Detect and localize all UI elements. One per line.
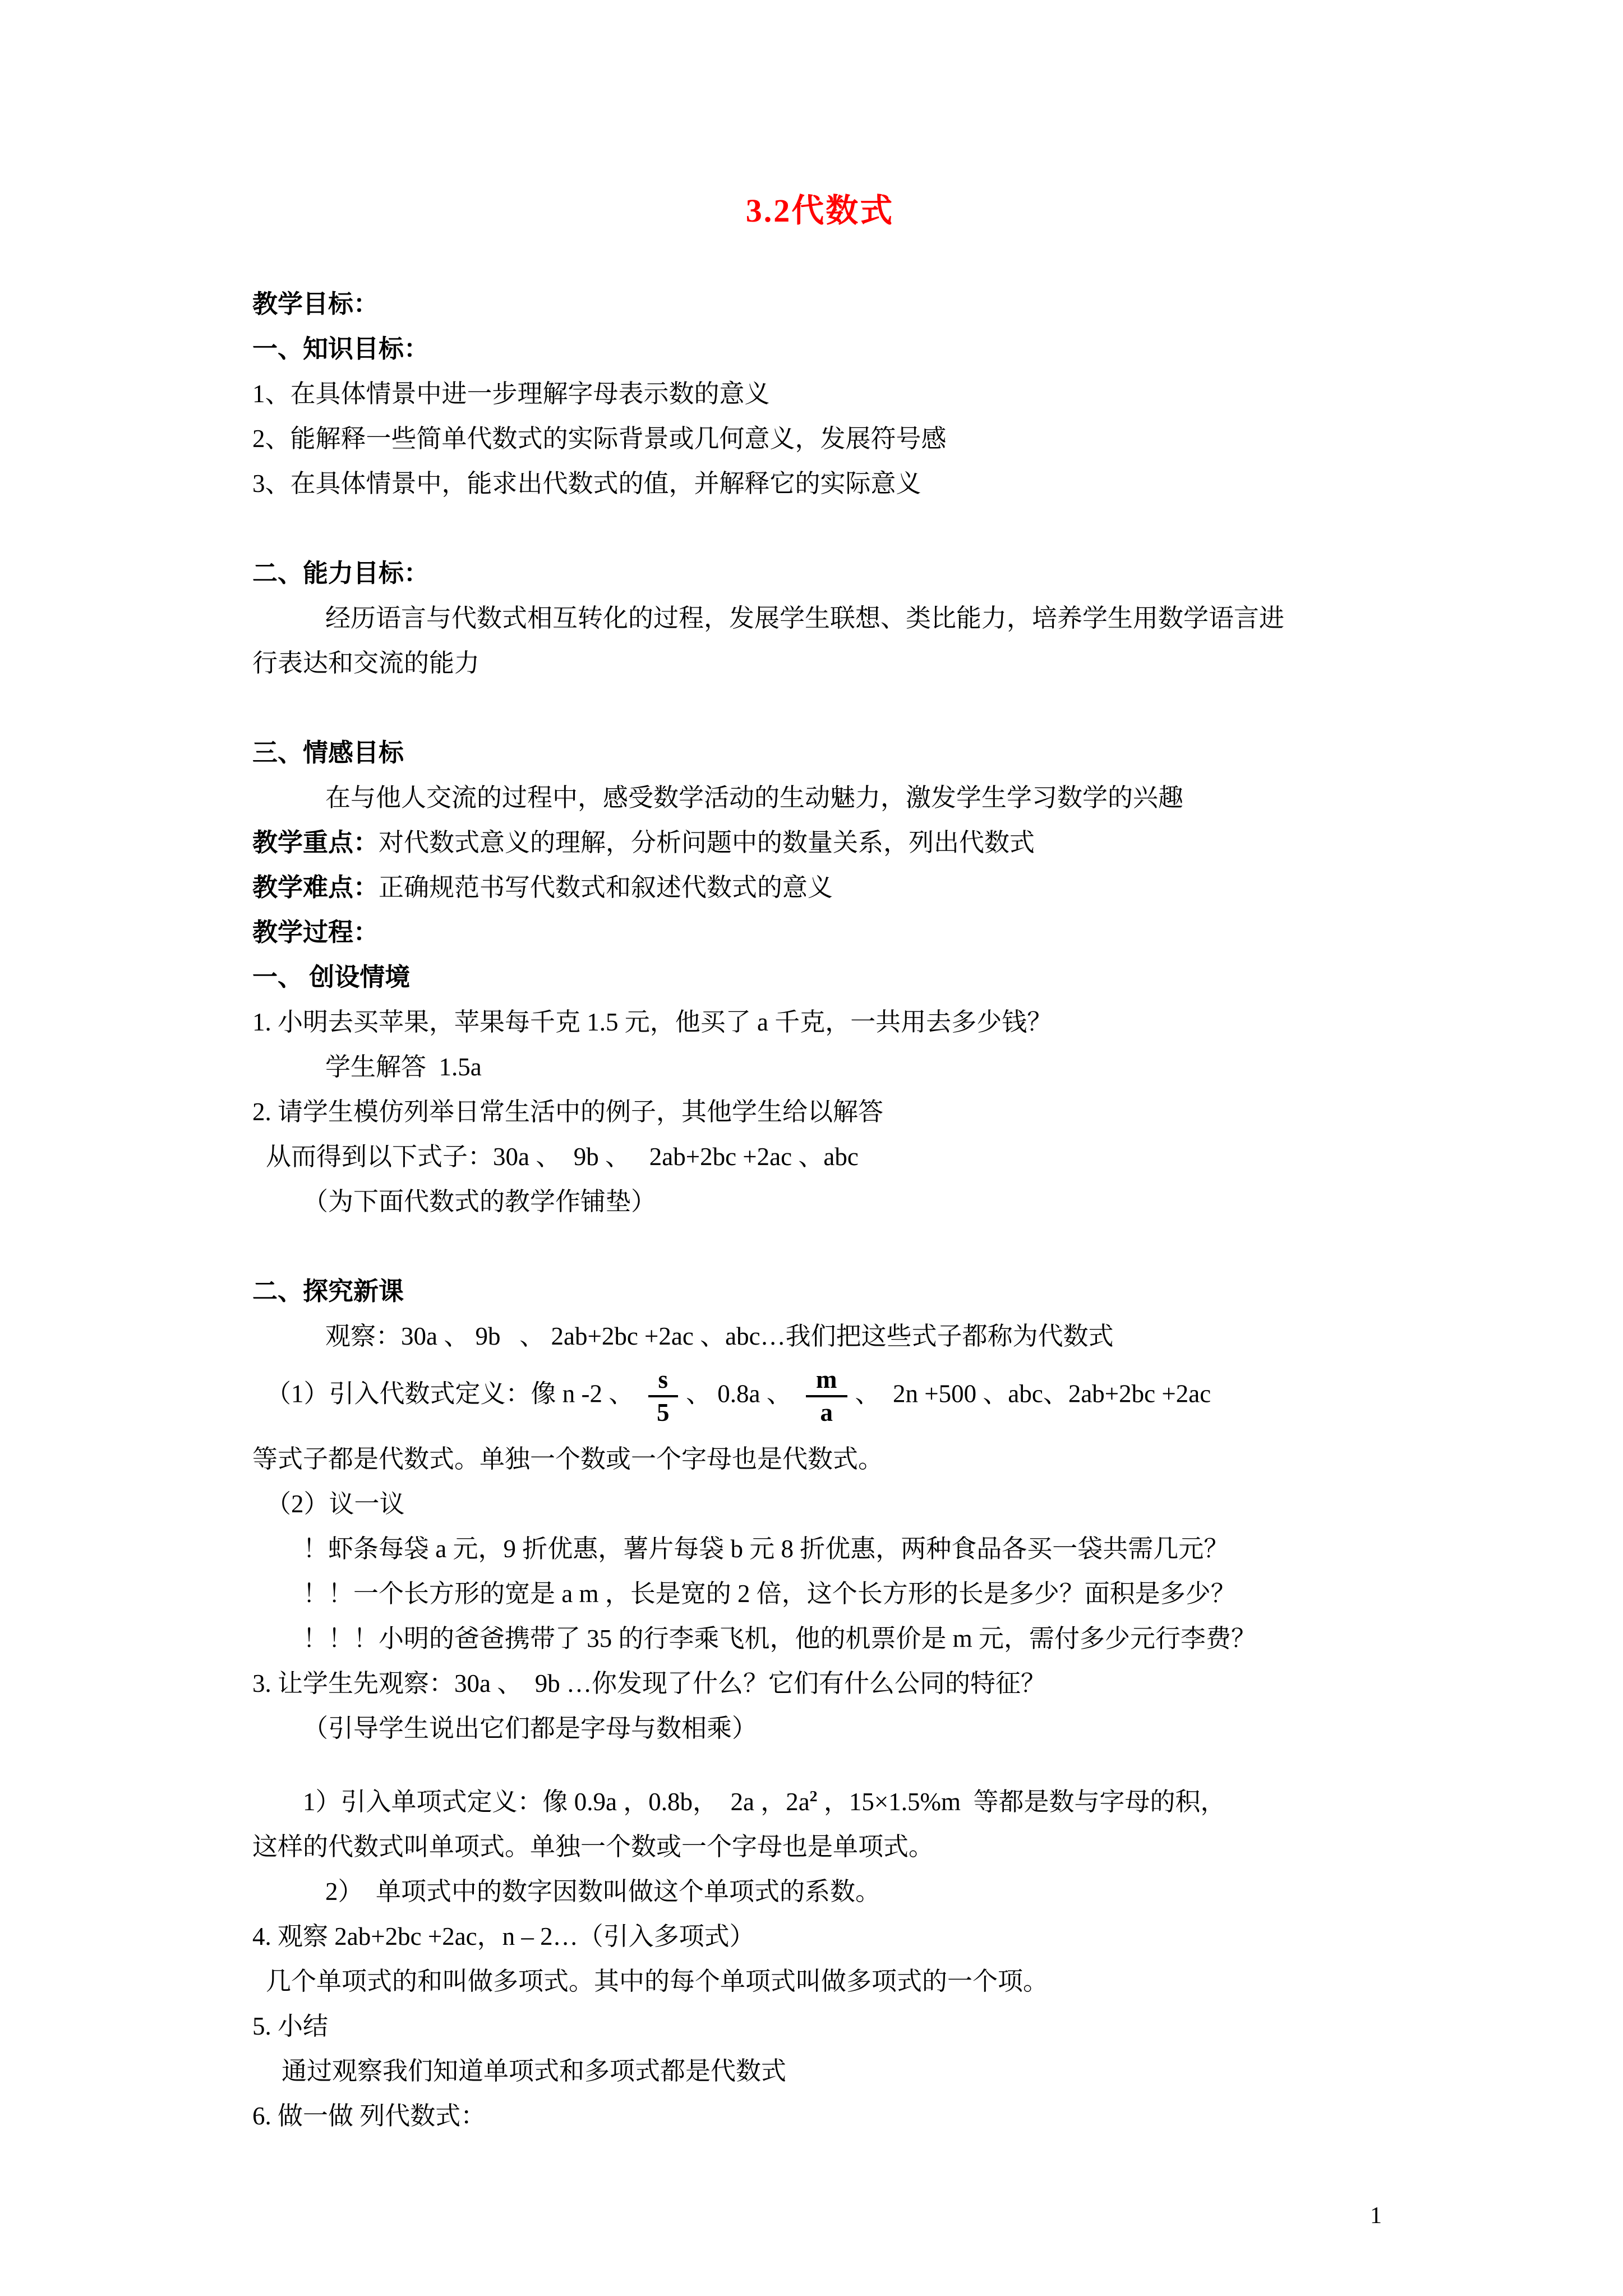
knowledge-item-1: 1、在具体情景中进一步理解字母表示数的意义 [252,380,770,408]
knowledge-item-3: 3、在具体情景中，能求出代数式的值，并解释它的实际意义 [252,470,921,498]
emotion-goals-body: 在与他人交流的过程中，感受数学活动的生动魅力，激发学生学习数学的兴趣 [325,784,1184,812]
key-point-text: 对代数式意义的理解，分析问题中的数量关系，列出代数式 [379,829,1035,857]
section1-item-2: 2. 请学生模仿列举日常生活中的例子，其他学生给以解答 [252,1098,884,1126]
fraction-s-over-5 [648,1366,679,1427]
page-number: 1 [1370,2203,1382,2229]
definition-prefix: （1）引入代数式定义：像 n -2 、 [266,1379,640,1408]
emotion-goals-heading: 三、情感目标 [252,739,404,767]
fraction-numerator: m [806,1366,847,1397]
section1-note: （为下面代数式的教学作铺垫） [303,1188,657,1216]
ability-goals-heading: 二、能力目标： [252,559,430,587]
goals-heading: 教学目标： [252,290,379,318]
key-point-label: 教学重点： [252,829,379,857]
section2-item-4: 4. 观察 2ab+2bc +2ac，n – 2…（引入多项式） [252,1922,755,1950]
section2-item-5: 5. 小结 [252,2012,329,2040]
polynomial-definition: 几个单项式的和叫做多项式。其中的每个单项式叫做多项式的一个项。 [266,1967,1049,1995]
discussion-heading: （2）议一议 [266,1489,405,1518]
page-title: 3.2代数式 [745,192,895,229]
spacer [252,506,1387,551]
knowledge-item-2: 2、能解释一些简单代数式的实际背景或几何意义，发展符号感 [252,425,947,453]
process-heading: 教学过程： [252,918,379,946]
discussion-question-2: ！！一个长方形的宽是 a m ，长是宽的 2 倍，这个长方形的长是多少？面积是多少？ [303,1579,1236,1608]
section2-observe: 观察：30a 、 9b 、 2ab+2bc +2ac 、abc…我们把这些式子都称为代数式 [325,1322,1114,1350]
discussion-question-3: ！！！小明的爸爸携带了 35 的行李乘飞机，他的机票价是 m 元，需付多少元行李费？ [303,1624,1257,1653]
fraction-denominator: a [820,1398,833,1427]
section2-item-3-note: （引导学生说出它们都是字母与数相乘） [303,1714,758,1742]
monomial-definition [252,1774,1387,1824]
monomial-coefficient: 2） 单项式中的数字因数叫做这个单项式的系数。 [325,1877,881,1906]
section2-summary: 通过观察我们知道单项式和多项式都是代数式 [282,2056,787,2085]
superscript-exponent: 2 [809,1787,818,1805]
teaching-difficulty [252,865,1387,910]
fraction-numerator: s [648,1366,679,1397]
definition-suffix: 、 2n +500 、abc、2ab+2bc +2ac [855,1379,1211,1408]
spacer [252,1224,1387,1269]
definition-middle: 、 0.8a 、 [686,1379,798,1408]
ability-goals-line-2: 行表达和交流的能力 [252,649,480,677]
definition-continuation: 等式子都是代数式。单独一个数或一个字母也是代数式。 [252,1444,884,1473]
monomial-suffix: ，15×1.5%m 等都是数与字母的积， [817,1787,1226,1816]
section2-item-3: 3. 让学生先观察：30a 、 9b …你发现了什么？它们有什么公同的特征？ [252,1669,1046,1697]
teaching-key-point [252,820,1387,865]
section1-expressions: 从而得到以下式子：30a 、 9b 、 2ab+2bc +2ac 、abc [266,1143,859,1171]
monomial-prefix: 1）引入单项式定义：像 0.9a ，0.8b， 2a ，2a [303,1787,810,1816]
difficulty-label: 教学难点： [252,873,379,901]
monomial-continuation: 这样的代数式叫单项式。单独一个数或一个字母也是单项式。 [252,1832,934,1861]
section2-heading: 二、探究新课 [252,1277,404,1305]
section1-answer: 学生解答 1.5a [325,1053,482,1081]
fraction-m-over-a [806,1366,847,1427]
section2-item-6: 6. 做一做 列代数式： [252,2101,486,2130]
section1-heading: 一、 创设情境 [252,963,411,991]
discussion-question-1: ！虾条每袋 a 元，9 折优惠，薯片每袋 b 元 8 折优惠，两种食品各买一袋共需几元？ [303,1534,1229,1563]
spacer [252,685,1387,730]
difficulty-text: 正确规范书写代数式和叙述代数式的意义 [379,873,833,901]
ability-goals-line-1: 经历语言与代数式相互转化的过程，发展学生联想、类比能力，培养学生用数学语言进 [325,604,1285,632]
spacer [252,1751,1387,1774]
fraction-denominator: 5 [657,1398,670,1427]
section1-item-1: 1. 小明去买苹果，苹果每千克 1.5 元，他买了 a 千克，一共用去多少钱？ [252,1008,1053,1036]
knowledge-goals-heading: 一、知识目标： [252,335,430,363]
algebraic-expression-definition [252,1359,1387,1437]
